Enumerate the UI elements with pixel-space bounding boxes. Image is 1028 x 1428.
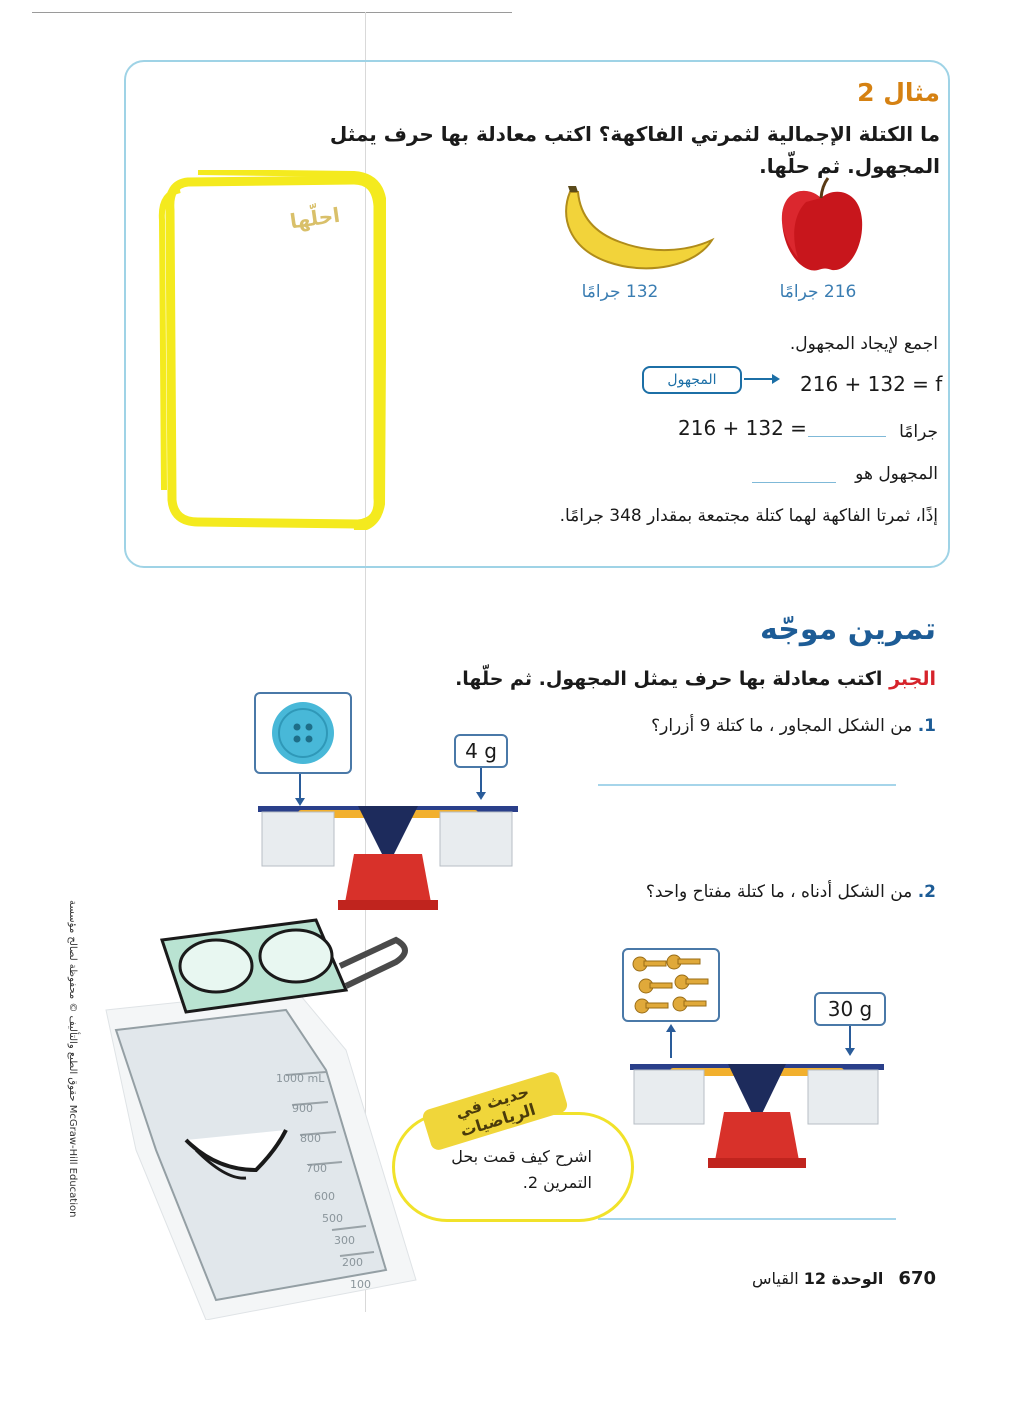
beaker-mark: 700 xyxy=(306,1162,327,1175)
unknown-answer-blank[interactable] xyxy=(752,482,836,483)
sum-answer-blank[interactable] xyxy=(808,436,886,437)
arrow-down-icon xyxy=(475,768,487,800)
apple-image xyxy=(776,176,866,276)
exercise-2 xyxy=(646,882,936,902)
equation: 216 + 132 = f xyxy=(800,372,943,396)
beaker-mark: 100 xyxy=(350,1278,371,1291)
practice-instruction xyxy=(455,668,936,690)
unknown-is-text: المجهول هو xyxy=(855,464,938,484)
example-title: مثال 2 xyxy=(857,78,940,107)
banana-mass-label: 132 جرامًا xyxy=(581,282,659,302)
unknown-tag: المجهول xyxy=(642,366,742,394)
keys-icon xyxy=(624,950,718,1020)
page-number: 670 xyxy=(898,1268,936,1289)
exercise-number: 1. xyxy=(917,716,936,736)
solve-stamp: احلّها xyxy=(288,202,342,234)
exercise-text: من الشكل المجاور ، ما كتلة 9 أزرار؟ xyxy=(651,716,913,736)
algebra-label: الجبر xyxy=(889,668,936,690)
beaker-mark: 200 xyxy=(342,1256,363,1269)
grams-unit: جرامًا xyxy=(899,422,938,442)
arrow-down-icon xyxy=(844,1026,856,1056)
balance-scale-2 xyxy=(630,1058,884,1170)
scale1-weight-label: 4 g xyxy=(454,734,508,768)
beaker-mark: 1000 mL xyxy=(276,1072,325,1085)
math-talk-text: اشرح كيف قمت بحل التمرين 2. xyxy=(451,1147,592,1192)
math-talk-title: حديث في الرياضيات xyxy=(421,1070,569,1152)
instruction-text: اكتب معادلة بها حرف يمثل المجهول. ثم حلّها. xyxy=(455,668,883,690)
exercise-1-answer-line[interactable] xyxy=(598,784,896,786)
arrow-right-icon xyxy=(744,372,780,386)
exercise-number: 2. xyxy=(917,882,936,902)
banana-image xyxy=(556,186,716,272)
apple-mass-label: 216 جرامًا xyxy=(779,282,857,302)
beaker-mark: 500 xyxy=(322,1212,343,1225)
sum-expression: 216 + 132 = xyxy=(678,416,807,440)
beaker-mark: 900 xyxy=(292,1102,313,1115)
scale2-weight-label: 30 g xyxy=(814,992,886,1026)
scan-line xyxy=(32,12,512,13)
example-question: ما الكتلة الإجمالية لثمرتي الفاكهة؟ اكتب معادلة بها حرف يمثل المجهول. ثم حلّها. xyxy=(329,122,940,178)
beaker-mark: 300 xyxy=(334,1234,355,1247)
beaker-mark: 600 xyxy=(314,1190,335,1203)
section-title: تمرين موجّه xyxy=(760,612,936,647)
add-instruction: اجمع لإيجاد المجهول. xyxy=(789,334,938,354)
beaker-mark: 800 xyxy=(300,1132,321,1145)
conclusion-text: إذًا، ثمرتا الفاكهة لهما كتلة مجتمعة بمقدار 348 جرامًا. xyxy=(559,506,938,526)
beaker-character-image xyxy=(96,900,426,1320)
keys-callout xyxy=(622,948,720,1022)
unit-name: القياس xyxy=(752,1269,799,1288)
exercise-1 xyxy=(651,716,936,736)
balance-scale-1 xyxy=(258,800,518,912)
button-callout xyxy=(254,692,352,774)
side-copyright: حقوق الطبع والتأليف © محفوظة لصالح مؤسسة McGraw-Hill Education xyxy=(67,900,78,1218)
page-footer xyxy=(752,1268,936,1289)
exercise-text: من الشكل أدناه ، ما كتلة مفتاح واحد؟ xyxy=(645,882,913,902)
unit-label: الوحدة 12 xyxy=(803,1269,884,1288)
exercise-2-answer-line[interactable] xyxy=(598,1218,896,1220)
arrow-up-icon xyxy=(665,1024,677,1058)
button-icon xyxy=(256,694,350,772)
